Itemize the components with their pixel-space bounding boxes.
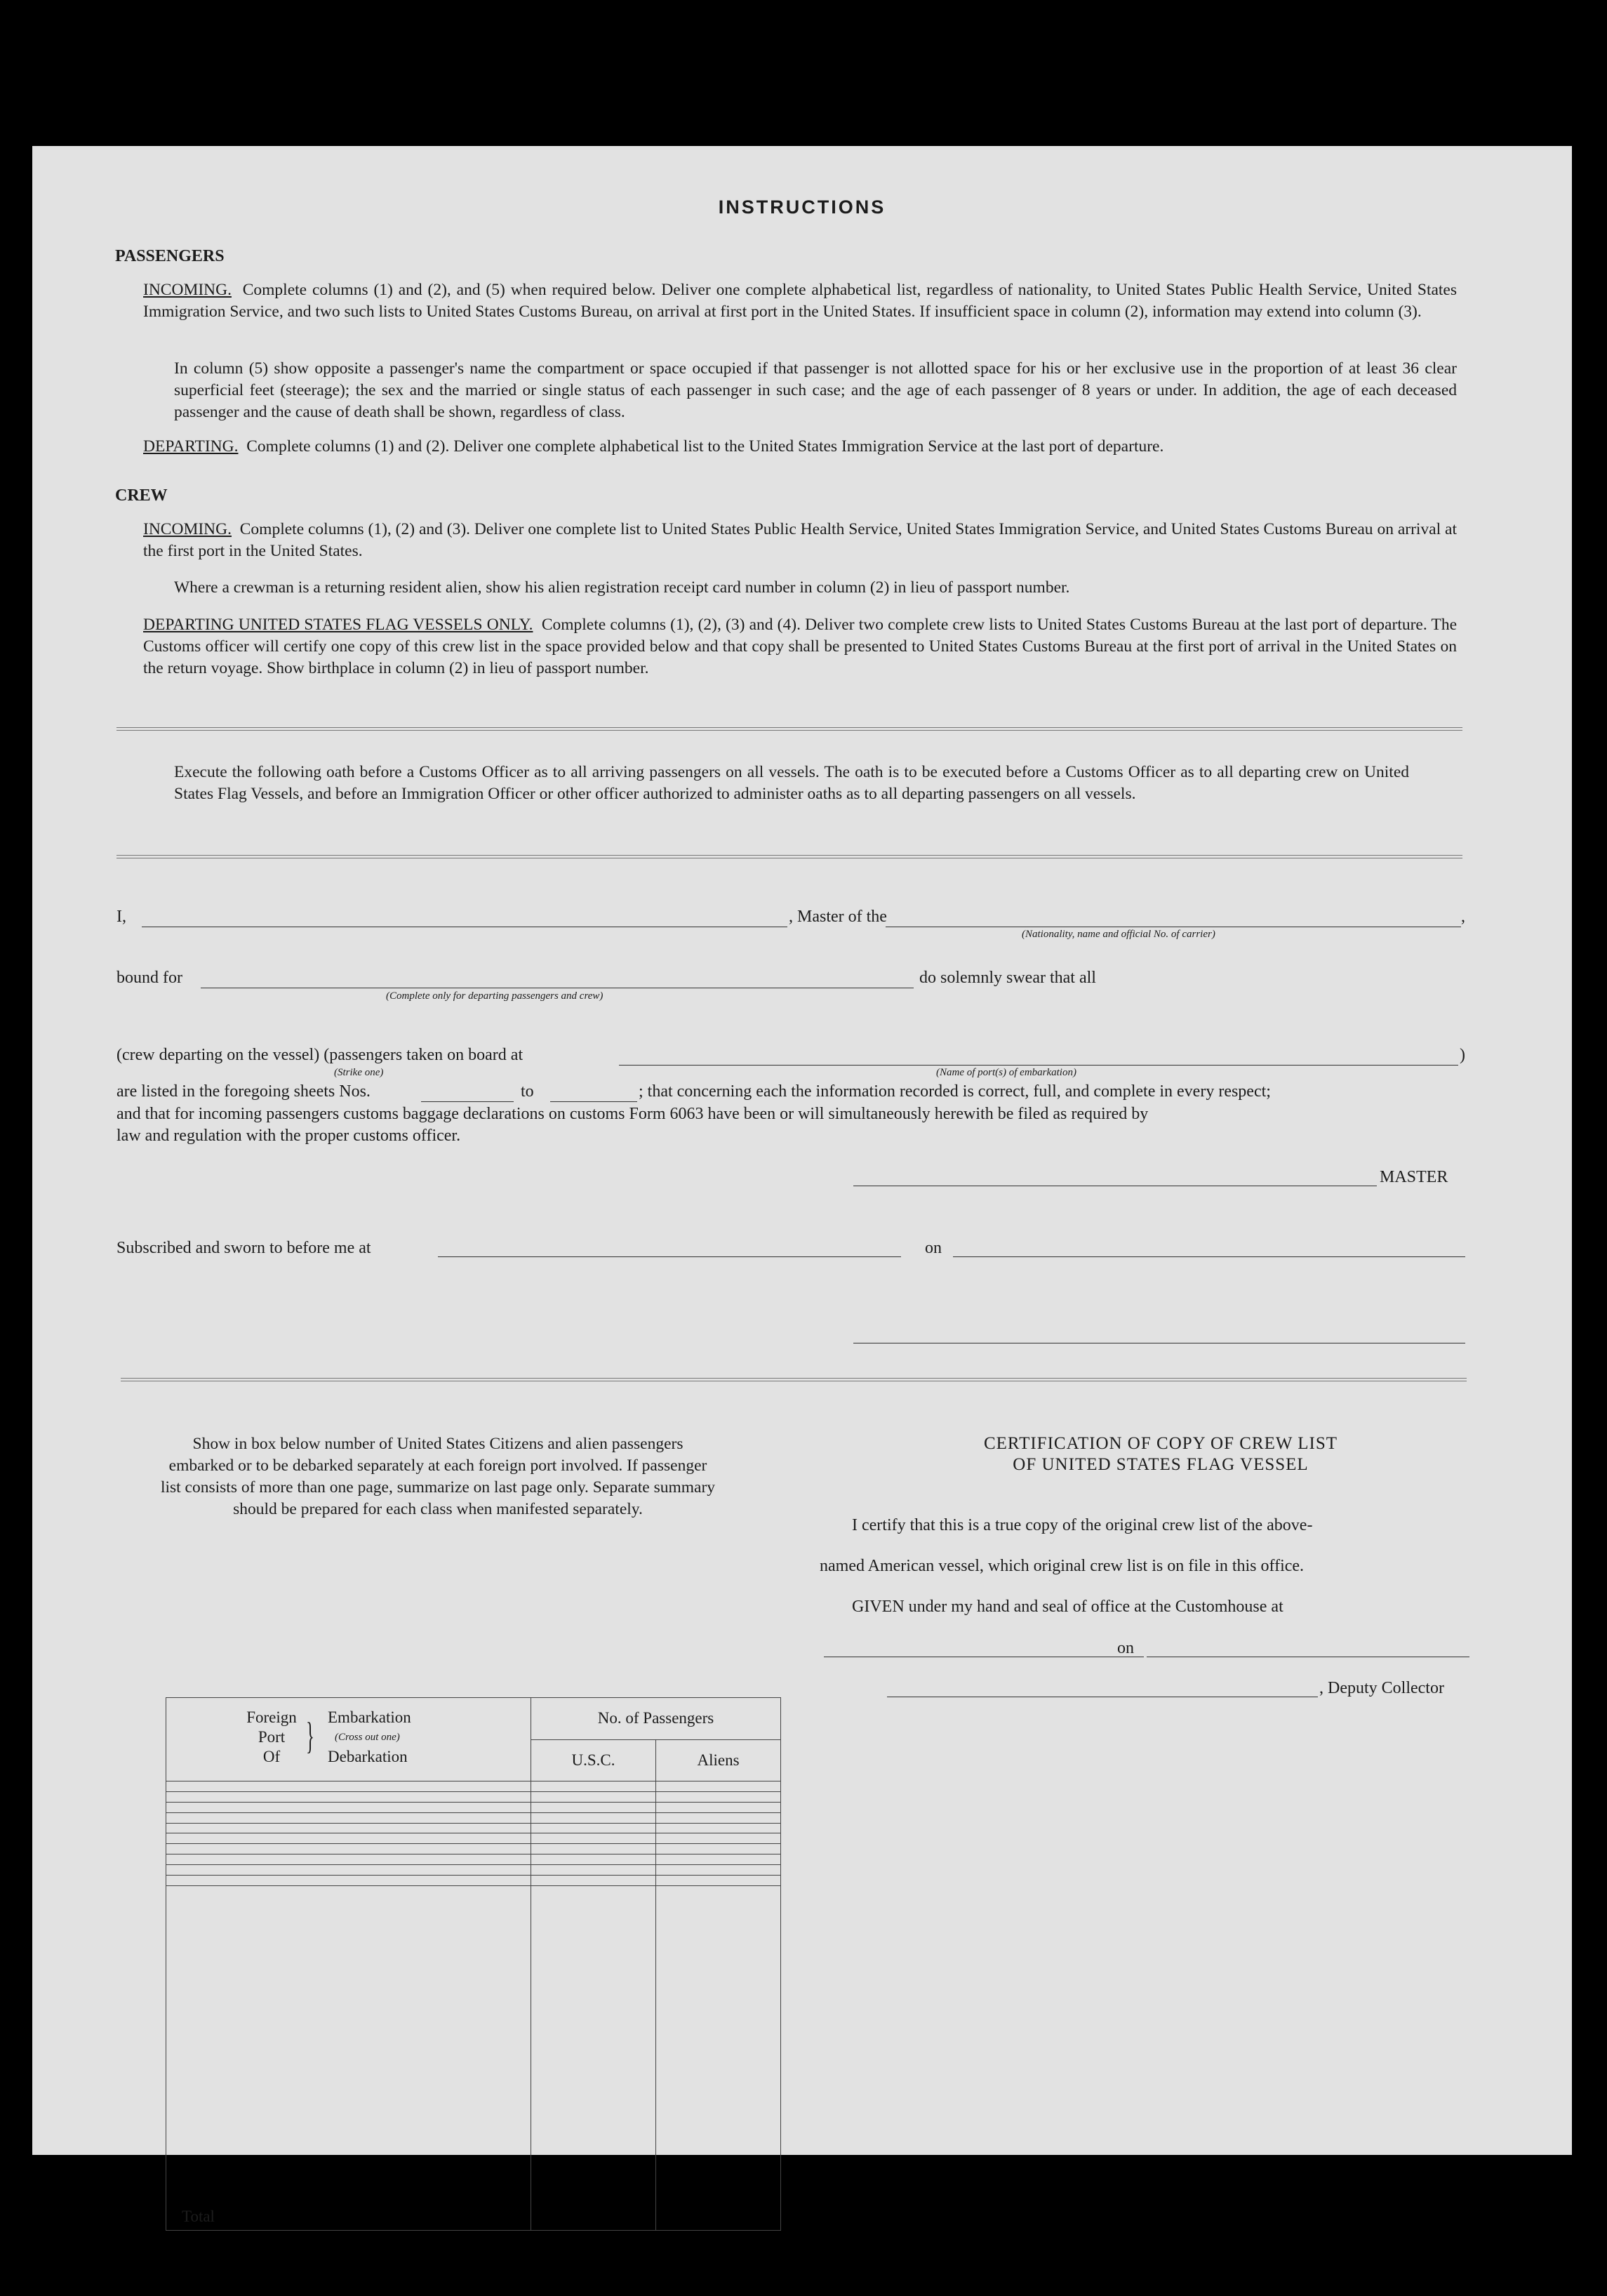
- passengers-heading: PASSENGERS: [115, 247, 225, 265]
- ports-caption: (Name of port(s) of embarkation): [936, 1067, 1076, 1078]
- debarkation-label: Debarkation: [328, 1748, 408, 1765]
- bound-caption: (Complete only for departing passengers and crew): [386, 990, 604, 1002]
- listed-line3: law and regulation with the proper customs officer.: [116, 1127, 461, 1145]
- certification-line1: I certify that this is a true copy of the original crew list of the above-: [852, 1516, 1313, 1534]
- table-row[interactable]: [166, 1802, 781, 1812]
- passengers-incoming-text: Complete columns (1) and (2), and (5) when required below. Deliver one complete alphabetical list, regardless of nationality, to United States Public Health Service, United States Immigration Service, and two such lists to United States Customs Bureau, on arrival at first port in the United States. If insufficient space in column (2), information may extend into column (3).: [143, 281, 1458, 321]
- deputy-collector-label: , Deputy Collector: [1319, 1679, 1444, 1697]
- sworn-date-field[interactable]: [953, 1256, 1465, 1257]
- listed-rest: ; that concerning each the information recorded is correct, full, and complete in every respect;: [639, 1082, 1271, 1101]
- crew-departing-paragraph: [143, 614, 1457, 679]
- bound-for-label: bound for: [116, 969, 182, 987]
- usc-header: U.S.C.: [531, 1739, 656, 1781]
- of-label: Of: [262, 1748, 281, 1765]
- passengers-incoming-label: INCOMING.: [143, 281, 232, 299]
- sheet-from-field[interactable]: [421, 1101, 514, 1102]
- no-of-passengers-header: No. of Passengers: [531, 1698, 781, 1740]
- sworn-place-field[interactable]: [438, 1256, 901, 1257]
- passengers-departing-paragraph: [143, 436, 1476, 458]
- divider: [116, 727, 1462, 731]
- table-row[interactable]: [166, 1833, 781, 1844]
- sheet-to-field[interactable]: [550, 1101, 637, 1102]
- certification-title-line1: CERTIFICATION OF COPY OF CREW LIST: [983, 1434, 1338, 1453]
- crew-incoming-text: Complete columns (1), (2) and (3). Deliver one complete list to United States Public Health Service, United States Immigration Service, and United States Customs Bureau on arrival at the first port in the United States.: [143, 520, 1457, 560]
- crew-departing-label: (crew departing on the vessel) (passengers taken on board at: [116, 1046, 524, 1064]
- table-row[interactable]: [166, 1875, 781, 1885]
- oath-intro-paragraph: Execute the following oath before a Customs Officer as to all arriving passengers on all vessels. The oath is to be executed before a Customs Officer as to all departing crew on United States Flag Vessels, and before an Immigration Officer or other officer authorized to administer oaths as to all departing passengers on all vessels.: [174, 763, 1409, 803]
- summary-note: Show in box below number of United States Citizens and alien passengers embarked or to be debarked separately at each foreign port involved. If passenger list consists of more than one page, summarize on last page only. Separate summary should be prepared for each class when manifested separately.: [160, 1435, 716, 1518]
- subscribed-label: Subscribed and sworn to before me at: [116, 1239, 371, 1257]
- table-row[interactable]: [166, 1781, 781, 1792]
- certification-title: [832, 1433, 1489, 1475]
- table-row[interactable]: [166, 1854, 781, 1865]
- crew-resident-paragraph: Where a crewman is a returning resident alien, show his alien registration receipt card number in column (2) in lieu of passport number.: [174, 578, 1070, 597]
- total-label: Total: [166, 1885, 531, 2230]
- divider: [116, 855, 1462, 858]
- table-row[interactable]: [166, 1844, 781, 1854]
- passengers-incoming-paragraph: [143, 279, 1457, 323]
- crew-heading: CREW: [115, 486, 168, 505]
- nationality-caption: (Nationality, name and official No. of carrier): [1022, 929, 1215, 940]
- crew-departing-label: DEPARTING UNITED STATES FLAG VESSELS ONLY.: [143, 616, 533, 634]
- certification-line2: named American vessel, which original crew list is on file in this office.: [820, 1557, 1305, 1575]
- port-label: Port: [258, 1728, 286, 1746]
- swear-label: do solemnly swear that all: [919, 969, 1096, 987]
- table-row[interactable]: [166, 1823, 781, 1833]
- ports-field[interactable]: [619, 1065, 1458, 1066]
- divider: [121, 1378, 1467, 1381]
- master-label: MASTER: [1380, 1168, 1448, 1186]
- passenger-summary-table: [166, 1697, 781, 2231]
- cert-on-label: on: [1117, 1639, 1134, 1657]
- port-header-cell: Foreign Port Of } Embarkation (Cross out one) Debarkation: [166, 1698, 531, 1781]
- aliens-header: Aliens: [656, 1739, 781, 1781]
- listed-line2: and that for incoming passengers customs baggage declarations on customs Form 6063 have been or will simultaneously herewith be filed as required by: [116, 1105, 1149, 1123]
- strike-one-caption: (Strike one): [334, 1067, 384, 1078]
- crew-incoming-paragraph: [143, 519, 1457, 562]
- close-paren: ): [1460, 1046, 1465, 1064]
- foreign-label: Foreign: [246, 1708, 297, 1726]
- embarkation-label: Embarkation: [328, 1708, 411, 1726]
- passengers-departing-text: Complete columns (1) and (2). Deliver one complete alphabetical list to the United States Immigration Service at the last port of departure.: [246, 437, 1164, 456]
- total-row[interactable]: [166, 1885, 781, 2230]
- crew-incoming-label: INCOMING.: [143, 520, 232, 538]
- to-label: to: [521, 1082, 534, 1101]
- page-title: INSTRUCTIONS: [718, 197, 886, 218]
- passengers-departing-label: DEPARTING.: [143, 437, 239, 456]
- crew-departing-text: Complete columns (1), (2), (3) and (4). Deliver two complete crew lists to United States Customs Bureau at the last port of departure. The Customs officer will certify one copy of this crew list in the space provided below and that copy shall be presented to United States Customs Bureau at the first port of arrival in the United States on the return voyage. Show birthplace in column (2) in lieu of passport number.: [143, 616, 1457, 677]
- oath-i-label: I,: [116, 908, 126, 926]
- on-label: on: [925, 1239, 942, 1257]
- table-row[interactable]: [166, 1865, 781, 1876]
- listed-prefix: are listed in the foregoing sheets Nos.: [116, 1082, 371, 1101]
- passengers-column5-paragraph: In column (5) show opposite a passenger's name the compartment or space occupied if that passenger is not allotted space for his or her exclusive use in the proportion of at least 36 clear superficial feet (steerage); the sex and the married or single status of each passenger in such case; and the age of each passenger of 8 years or under. In addition, the age of each deceased passenger and the cause of death shall be shown, regardless of class.: [174, 359, 1457, 421]
- table-header-row: [166, 1698, 781, 1740]
- cross-out-caption: (Cross out one): [335, 1732, 400, 1743]
- master-of-the-label: , Master of the: [789, 908, 887, 926]
- certification-title-line2: OF UNITED STATES FLAG VESSEL: [1013, 1455, 1309, 1474]
- form-sheet: INSTRUCTIONS PASSENGERS INCOMING. Complete columns (1) and (2), and (5) when required below. Deliver one complete alphabetical list, regardless of nationality, to United States Public Health Service, United States Immigration Service, and two such lists to United States Customs Bureau, on arrival at first port in the United States. If insufficient space in column (2), information may extend into column (3). In column (5) show opposite a passenger's name the compartment or space occupied if that passenger is not allotted space for his or her exclusive use in the proportion of at least 36 clear superficial feet (steerage); the sex and the married or single status of each passenger in such case; and the age of each passenger of 8 years or under. In addition, the age of each deceased passenger and the cause of death shall be shown, regardless of class. DEPARTING. Complete columns (1) and (2). Deliver one complete alphabetical list to the United States Immigration Service at the last port of departure. CREW INCOMING. Complete columns (1), (2) and (3). Deliver one complete list to United States Public Health Service, United States Immigration Service, and United States Customs Bureau on arrival at the first port in the United States. Where a crewman is a returning resident alien, show his alien registration receipt card number in column (2) in lieu of passport number. DEPARTING UNITED STATES FLAG VESSELS ONLY. Complete columns (1), (2), (3) and (4). Deliver two complete crew lists to United States Customs Bureau at the last port of departure. The Customs officer will certify one copy of this crew list in the space provided below and that copy shall be presented to United States Customs Bureau at the first port of arrival in the United States on the return voyage. Show birthplace in column (2) in lieu of passport number. Execute the following oath before a Customs Officer as to all arriving passengers on all vessels. The oath is to be executed before a Customs Officer as to all departing crew on United States Flag Vessels, and before an Immigration Officer or other officer authorized to administer oaths as to all departing passengers on all vessels. I, , Master of the , (Nationality, name and official No. of carrier) bound for (Complete only for departing passengers and crew) do solemnly swear that all (crew departing on the vessel) (passengers taken on board at ) (Strike one) (Name of port(s) of embarkation) are listed in the foregoing sheets Nos. to ; that concerning each the information recorded is correct, full, and complete in every respect; and that for incoming passengers customs baggage declarations on customs Form 6063 have been or will simultaneously herewith be filed as required by law and regulation with the proper customs officer. MASTER Subscribed and sworn to before me at on Show in box below number of United States Citizens and alien passengers embarked or to be debarked separately at each foreign port involved. If passenger list consists of more than one page, summarize on last page only. Separate summary should be prepared for each class when manifested separately. Foreign Port Of } Embarkation (Cross out one) Debarkation No. of Passengers U.S.C. Aliens Total CERTIFICATION OF COPY OF CREW LIST OF UNITED STATES FLAG VESSEL I certify that this is a true copy of the original crew list of the above- named American vessel, which original crew list is on file in this office. GIVEN under my hand and seal of office at the Customhouse at on , Deputy Collector: [32, 146, 1572, 2155]
- certification-line3: GIVEN under my hand and seal of office at the Customhouse at: [852, 1598, 1283, 1616]
- table-row[interactable]: [166, 1812, 781, 1823]
- table-row[interactable]: [166, 1791, 781, 1802]
